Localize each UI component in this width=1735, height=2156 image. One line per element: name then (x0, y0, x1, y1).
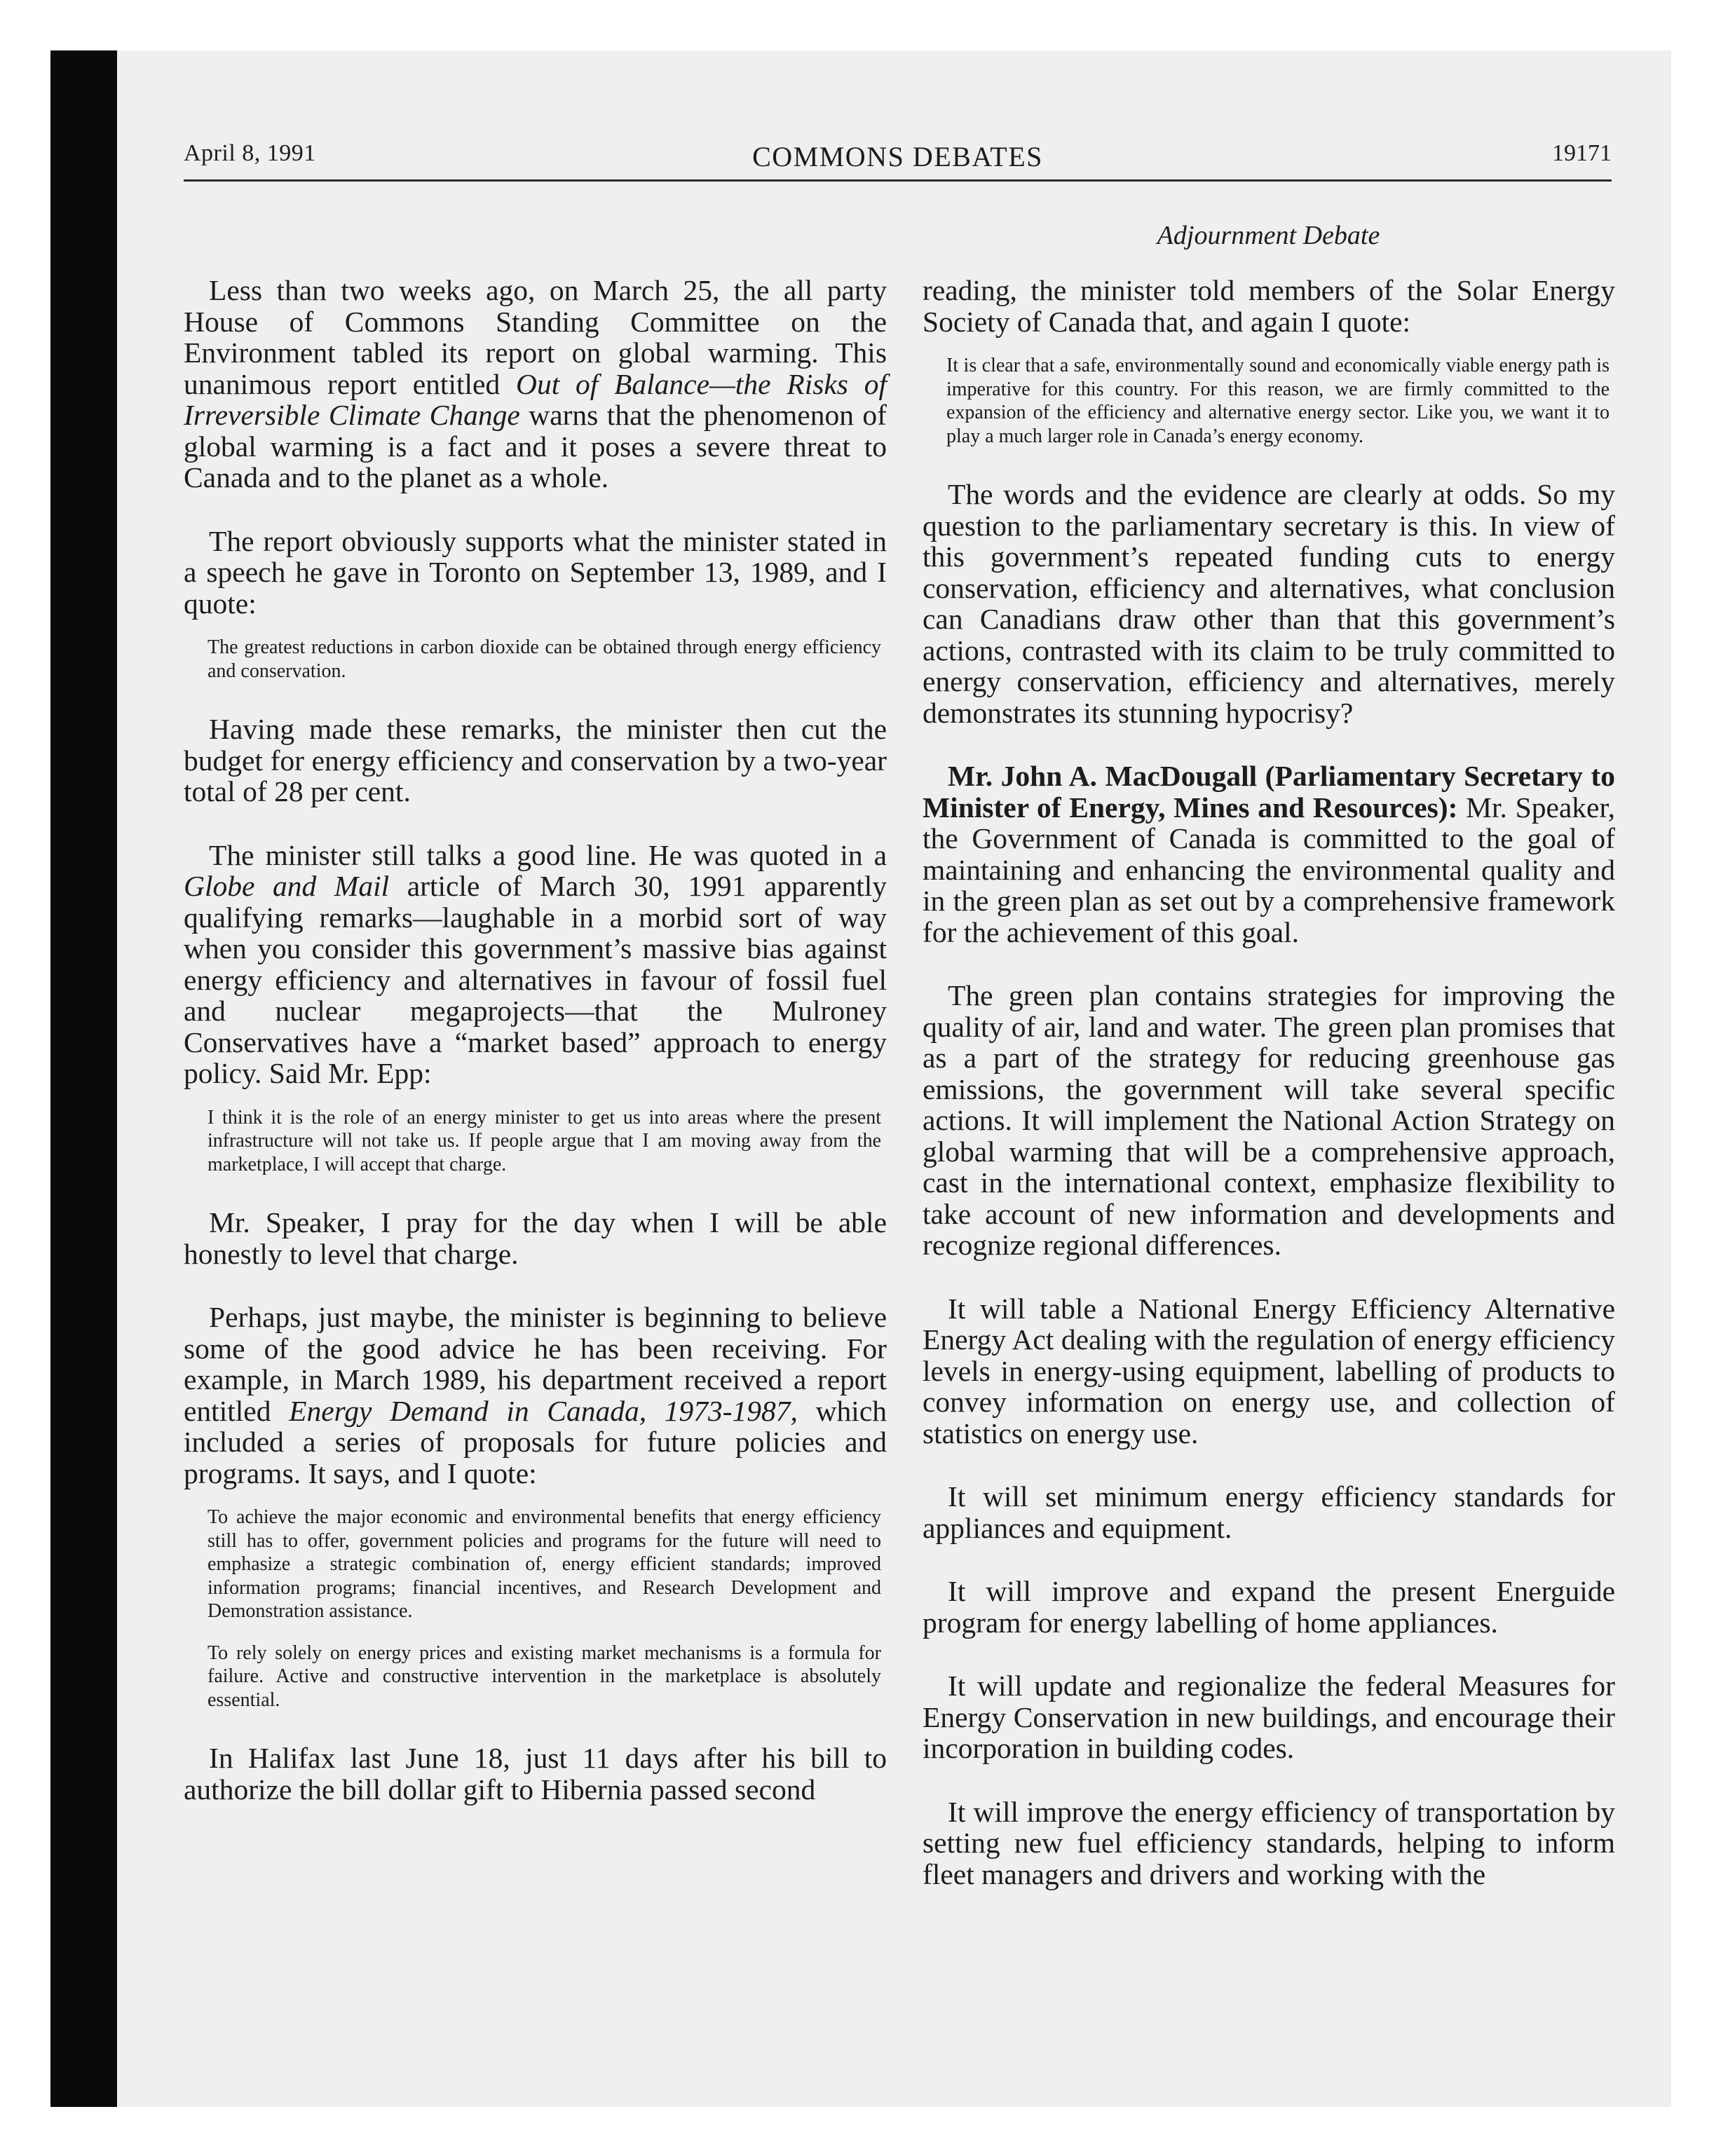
right-column (923, 275, 1615, 1922)
paragraph: It will set minimum energy efficiency standards for appliances and equipment. (923, 1480, 1615, 1544)
newspaper-title: Globe and Mail (184, 870, 390, 902)
paragraph: It will improve the energy efficiency of transportation by setting new fuel efficiency standards, helping to inform fleet managers and drivers and working with the (923, 1795, 1615, 1890)
paragraph: Less than two weeks ago, on March 25, the all party House of Commons Standing Committee on the Environment tabled its report on global warming. This unanimous report entitled Out of Balance—the Risks of Irreversible Climate Change warns that the phenomenon of global warming is a fact and it poses a severe threat to Canada and to the planet as a whole. (184, 274, 887, 493)
paragraph: It will improve and expand the present Energuide program for energy labelling of home appliances. (923, 1575, 1615, 1639)
speaker-paragraph: Mr. John A. MacDougall (Parliamentary Secretary to Minister of Energy, Mines and Resources): Mr. Speaker, the Government of Canada is committed to the goal of maintaining and enhancing the environmental quality and in the green plan as set out by a comprehensive framework for the achievement of this goal. (923, 760, 1615, 948)
block-quote: I think it is the role of an energy minister to get us into areas where the present infrastructure will not take us. If people argue that I am moving away from the marketplace, I will accept that charge. (207, 1106, 881, 1175)
header-rule (184, 179, 1612, 182)
paragraph: The words and the evidence are clearly at odds. So my question to the parliamentary secretary is this. In view of this government’s repeated funding cuts to energy conservation, efficiency and alternatives, what conclusion can Canadians draw other than that this government’s actions, contrasted with its claim to be truly committed to energy conservation, efficiency and alternatives, merely demonstrates its stunning hypocrisy? (923, 478, 1615, 729)
paragraph: Having made these remarks, the minister then cut the budget for energy efficiency and conservation by a two-year total of 28 per cent. (184, 713, 887, 807)
block-quote: To rely solely on energy prices and existing market mechanisms is a formula for failure. Active and constructive intervention in the marketplace is absolutely essential. (207, 1642, 881, 1711)
paragraph: Perhaps, just maybe, the minister is beginning to believe some of the good advice he has been receiving. For example, in March 1989, his department received a report entitled Energy Demand in Canada, 1973-1987, which included a series of proposals for future policies and programs. It says, and I quote: (184, 1301, 887, 1489)
paragraph: The minister still talks a good line. He was quoted in a Globe and Mail article of March 30, 1991 apparently qualifying remarks—laughable in a morbid sort of way when you consider this government’s massive bias against energy efficiency and alternatives in favour of fossil fuel and nuclear megaprojects—that the Mulroney Conservatives have a “market based” approach to energy policy. Said Mr. Epp: (184, 838, 887, 1089)
block-quote: To achieve the major economic and environmental benefits that energy efficiency still has to offer, government policies and programs for the future will need to emphasize a strategic combination of, energy efficient standards; improved information programs; financial incentives, and Research Development and Demonstration assistance. (207, 1506, 881, 1622)
report-title: Energy Demand in Canada, 1973-1987, (289, 1394, 798, 1427)
header-page-number: 19171 (1552, 140, 1612, 166)
speaker-name: Mr. John A. MacDougall (Parliamentary Secretary to Minister of Energy, Mines and Resources): (923, 760, 1615, 824)
paragraph: It will update and regionalize the federal Measures for Energy Conservation in new buildings, and encourage their incorporation in building codes. (923, 1670, 1615, 1764)
header-title: COMMONS DEBATES (752, 141, 1043, 172)
paragraph: Mr. Speaker, I pray for the day when I will be able honestly to level that charge. (184, 1206, 887, 1270)
paragraph: reading, the minister told members of the Solar Energy Society of Canada that, and again I quote: (923, 274, 1615, 338)
block-quote: The greatest reductions in carbon dioxide can be obtained through energy efficiency and conservation. (207, 636, 881, 682)
section-title: Adjournment Debate (1157, 221, 1380, 250)
paragraph: In Halifax last June 18, just 11 days after his bill to authorize the bill dollar gift to Hibernia passed second (184, 1742, 887, 1806)
left-column (184, 275, 887, 1837)
block-quote: It is clear that a safe, environmentally sound and economically viable energy path is imperative for this country. For this reason, we are firmly committed to the expansion of the efficiency and alternative energy sector. Like you, we want it to play a much larger role in Canada’s energy economy. (946, 355, 1610, 447)
page-header (184, 140, 1612, 184)
paragraph: It will table a National Energy Efficiency Alternative Energy Act dealing with the regulation of energy efficiency levels in energy-using equipment, labelling of products to convey information on energy use, and collection of statistics on energy use. (923, 1292, 1615, 1449)
binding-edge (50, 50, 117, 2107)
paragraph: The report obviously supports what the minister stated in a speech he gave in Toronto on September 13, 1989, and I quote: (184, 524, 887, 620)
report-title: Out of Balance—the Risks of Irreversible Climate Change (184, 367, 887, 431)
header-date: April 8, 1991 (184, 140, 316, 166)
paragraph: The green plan contains strategies for improving the quality of air, land and water. The green plan promises that as a part of the strategy for reducing greenhouse gas emissions, the government will take several specific actions. It will implement the National Action Strategy on global warming that will be a comprehensive approach, cast in the international context, emphasize flexibility to take account of new information and developments and recognize regional differences. (923, 979, 1615, 1261)
